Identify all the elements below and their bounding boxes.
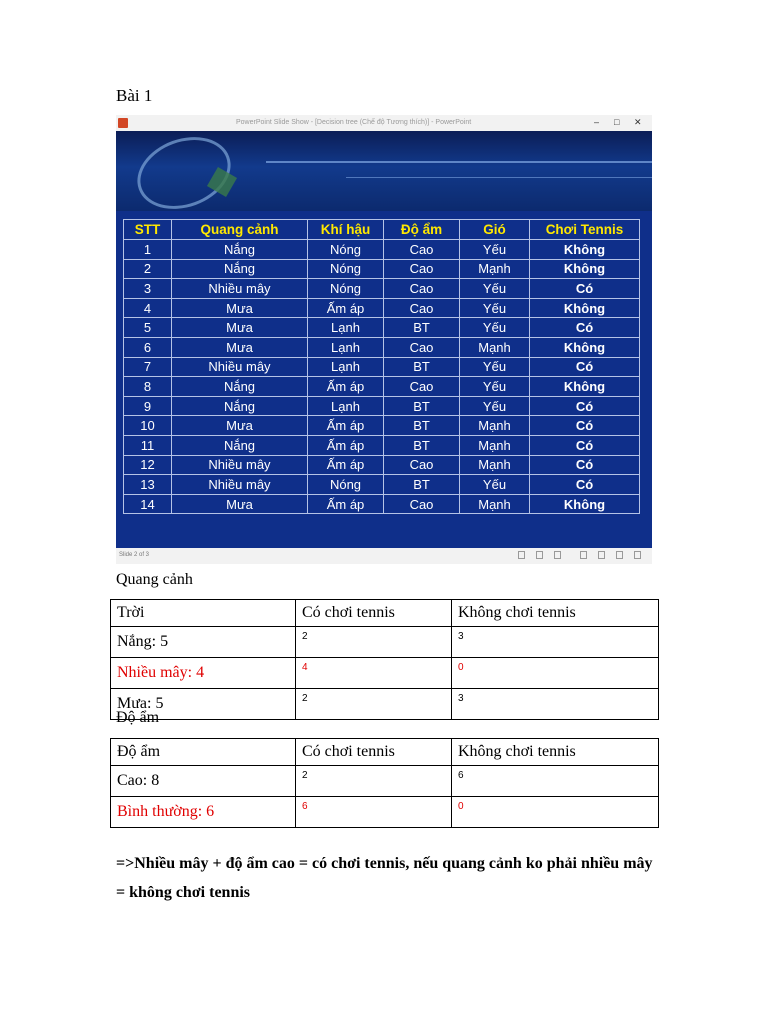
banner-streak	[266, 161, 652, 163]
slide-column-header: Gió	[460, 220, 530, 240]
slide-table-cell: Nhiều mây	[172, 475, 308, 495]
slide-table-row	[124, 298, 640, 318]
slide-table-cell: Không	[530, 240, 640, 260]
slide-table-cell: Mạnh	[460, 494, 530, 514]
table-header-cell: Có chơi tennis	[296, 600, 452, 627]
slide-table-row	[124, 475, 640, 495]
slide-table-cell: Mưa	[172, 298, 308, 318]
slide-table-row	[124, 240, 640, 260]
slide-table-cell: Có	[530, 396, 640, 416]
normal-view-icon[interactable]	[580, 551, 587, 559]
slide-table-cell: Yếu	[460, 318, 530, 338]
conclusion-text: =>Nhiều mây + độ ẩm cao = có chơi tennis, nếu quang cảnh ko phải nhiều mây = không chơi tennis	[116, 855, 653, 901]
slide-table-cell: BT	[384, 396, 460, 416]
powerpoint-icon	[118, 118, 128, 128]
row-label: Mưa: 5	[111, 689, 296, 720]
table-row	[111, 627, 659, 658]
slide-table-cell: BT	[384, 416, 460, 436]
slide-column-header: Chơi Tennis	[530, 220, 640, 240]
slide-table-cell: Mạnh	[460, 455, 530, 475]
slide-column-header: Độ ẩm	[384, 220, 460, 240]
row-label: Cao: 8	[111, 766, 296, 797]
row-label: Nắng: 5	[111, 627, 296, 658]
table-header-cell: Có chơi tennis	[296, 739, 452, 766]
slide-banner	[116, 131, 652, 211]
slide-table-cell: Ấm áp	[308, 377, 384, 397]
page-heading: Bài 1	[116, 86, 153, 105]
slide-table-cell: Không	[530, 494, 640, 514]
table-row	[111, 689, 659, 720]
yes-count: 2	[296, 766, 452, 797]
slide-table-cell: Cao	[384, 279, 460, 299]
table-row	[111, 797, 659, 828]
slide-table-cell: Ấm áp	[308, 298, 384, 318]
slide-table-cell: Nắng	[172, 435, 308, 455]
slide-table-cell: Ấm áp	[308, 494, 384, 514]
slideshow-view-icon[interactable]	[634, 551, 641, 559]
maximize-icon: □	[614, 117, 620, 127]
close-icon: ✕	[634, 117, 642, 127]
slide-table-cell: Có	[530, 455, 640, 475]
yes-count: 2	[296, 689, 452, 720]
slideshow-screenshot	[116, 115, 652, 564]
slide-table-cell: Cao	[384, 240, 460, 260]
slide-table-cell: Yếu	[460, 357, 530, 377]
slide-table-cell: 5	[124, 318, 172, 338]
window-title: PowerPoint Slide Show - [Decision tree (Chế độ Tương thích)] - PowerPoint	[236, 119, 472, 126]
slide-table-row	[124, 435, 640, 455]
slide-table-cell: Không	[530, 377, 640, 397]
slide-table-cell: Lạnh	[308, 337, 384, 357]
slide-table-cell: Yếu	[460, 475, 530, 495]
menu-icon[interactable]	[536, 551, 543, 559]
next-slide-icon[interactable]	[554, 551, 561, 559]
slide-table-cell: Cao	[384, 259, 460, 279]
slide-table-cell: Cao	[384, 455, 460, 475]
slide-table-cell: Nóng	[308, 259, 384, 279]
row-label: Nhiều mây: 4	[111, 658, 296, 689]
slide-table-cell: 1	[124, 240, 172, 260]
slide-table-cell: Nắng	[172, 396, 308, 416]
slide-table-cell: 6	[124, 337, 172, 357]
slide-table-cell: Nóng	[308, 475, 384, 495]
slide-table-cell: Cao	[384, 298, 460, 318]
slide-table-cell: Mạnh	[460, 259, 530, 279]
slide-table-cell: Ấm áp	[308, 455, 384, 475]
section-title-quang-canh: Quang cảnh	[116, 571, 193, 588]
no-count: 0	[452, 658, 659, 689]
table-row	[111, 658, 659, 689]
slide-table-cell: BT	[384, 357, 460, 377]
slide-table-row	[124, 318, 640, 338]
slide-table-cell: Nóng	[308, 240, 384, 260]
slide-table-cell: Mưa	[172, 337, 308, 357]
slide-table-cell: 2	[124, 259, 172, 279]
slide-table-cell: Mưa	[172, 416, 308, 436]
slide-table-cell: Yếu	[460, 377, 530, 397]
slide-table-cell: Có	[530, 475, 640, 495]
slide-table-cell: Ấm áp	[308, 435, 384, 455]
slide-table-cell: Nóng	[308, 279, 384, 299]
slide-column-header: Quang cảnh	[172, 220, 308, 240]
slide-table-row	[124, 494, 640, 514]
slide-table-cell: Nắng	[172, 259, 308, 279]
section-title-do-am: Độ ẩm	[116, 709, 160, 726]
humidity-count-table	[110, 738, 659, 828]
slide-table-row	[124, 416, 640, 436]
slide-table-row	[124, 377, 640, 397]
slide-table-cell: Cao	[384, 337, 460, 357]
slide-table-cell: 11	[124, 435, 172, 455]
slide-column-header: Khí hậu	[308, 220, 384, 240]
slide-table-cell: Nắng	[172, 377, 308, 397]
slide-table-cell: Nhiều mây	[172, 279, 308, 299]
slide-table-cell: Lạnh	[308, 357, 384, 377]
no-count: 3	[452, 689, 659, 720]
slide-table-cell: Yếu	[460, 279, 530, 299]
slide-table-cell: Yếu	[460, 396, 530, 416]
slideshow-statusbar	[116, 548, 652, 564]
outlook-count-table	[110, 599, 659, 720]
slide-table-cell: Không	[530, 259, 640, 279]
slide-sorter-icon[interactable]	[598, 551, 605, 559]
slide-table-cell: Mưa	[172, 494, 308, 514]
no-count: 6	[452, 766, 659, 797]
slide-table-row	[124, 259, 640, 279]
slide-table-cell: Nhiều mây	[172, 455, 308, 475]
banner-streak	[346, 177, 652, 178]
slide-table-cell: Mạnh	[460, 435, 530, 455]
slide-table-row	[124, 396, 640, 416]
previous-slide-icon[interactable]	[518, 551, 525, 559]
slide-table-cell: Không	[530, 337, 640, 357]
slide-table-cell: Cao	[384, 494, 460, 514]
slide-table-cell: Không	[530, 298, 640, 318]
slide-table-cell: Nắng	[172, 240, 308, 260]
slide-table-cell: Có	[530, 416, 640, 436]
slide-table-cell: Ấm áp	[308, 416, 384, 436]
slide-table-cell: Mạnh	[460, 337, 530, 357]
slide-table-cell: 12	[124, 455, 172, 475]
slide-table-cell: BT	[384, 318, 460, 338]
slide-table-cell: Yếu	[460, 240, 530, 260]
slide-table-cell: Cao	[384, 377, 460, 397]
slide-table-cell: 7	[124, 357, 172, 377]
slide-table-cell: 4	[124, 298, 172, 318]
slide-table-cell: Có	[530, 318, 640, 338]
slide-data-table	[123, 219, 640, 514]
table-header-cell: Độ ẩm	[111, 739, 296, 766]
table-row	[111, 766, 659, 797]
slide-table-cell: Có	[530, 435, 640, 455]
slide-table-header	[124, 220, 640, 240]
slide-table-cell: Yếu	[460, 298, 530, 318]
slide-table-cell: 3	[124, 279, 172, 299]
slide-table-cell: 8	[124, 377, 172, 397]
table-header-cell: Trời	[111, 600, 296, 627]
minimize-icon: –	[594, 117, 600, 127]
table-header-cell: Không chơi tennis	[452, 600, 659, 627]
slide-table-cell: Lạnh	[308, 318, 384, 338]
slide-table-cell: Mạnh	[460, 416, 530, 436]
slide-table-row	[124, 279, 640, 299]
table-header-cell: Không chơi tennis	[452, 739, 659, 766]
slide-table-row	[124, 357, 640, 377]
slide-table-cell: Có	[530, 357, 640, 377]
no-count: 0	[452, 797, 659, 828]
slide-table-cell: 13	[124, 475, 172, 495]
row-label: Bình thường: 6	[111, 797, 296, 828]
slide-table-row	[124, 455, 640, 475]
slide-table-cell: Nhiều mây	[172, 357, 308, 377]
slide-table-cell: BT	[384, 435, 460, 455]
slide-table-cell: BT	[384, 475, 460, 495]
table-header-row	[111, 739, 659, 766]
reading-view-icon[interactable]	[616, 551, 623, 559]
slide-table-cell: Có	[530, 279, 640, 299]
window-titlebar	[116, 115, 652, 131]
slide-table-cell: Mưa	[172, 318, 308, 338]
yes-count: 4	[296, 658, 452, 689]
yes-count: 2	[296, 627, 452, 658]
slide-indicator: Slide 2 of 3	[119, 552, 150, 558]
slide-table-cell: Lạnh	[308, 396, 384, 416]
slide-column-header: STT	[124, 220, 172, 240]
slide-table-row	[124, 337, 640, 357]
no-count: 3	[452, 627, 659, 658]
slide-table-cell: 9	[124, 396, 172, 416]
table-header-row	[111, 600, 659, 627]
slide-table-cell: 10	[124, 416, 172, 436]
yes-count: 6	[296, 797, 452, 828]
slide-table-cell: 14	[124, 494, 172, 514]
